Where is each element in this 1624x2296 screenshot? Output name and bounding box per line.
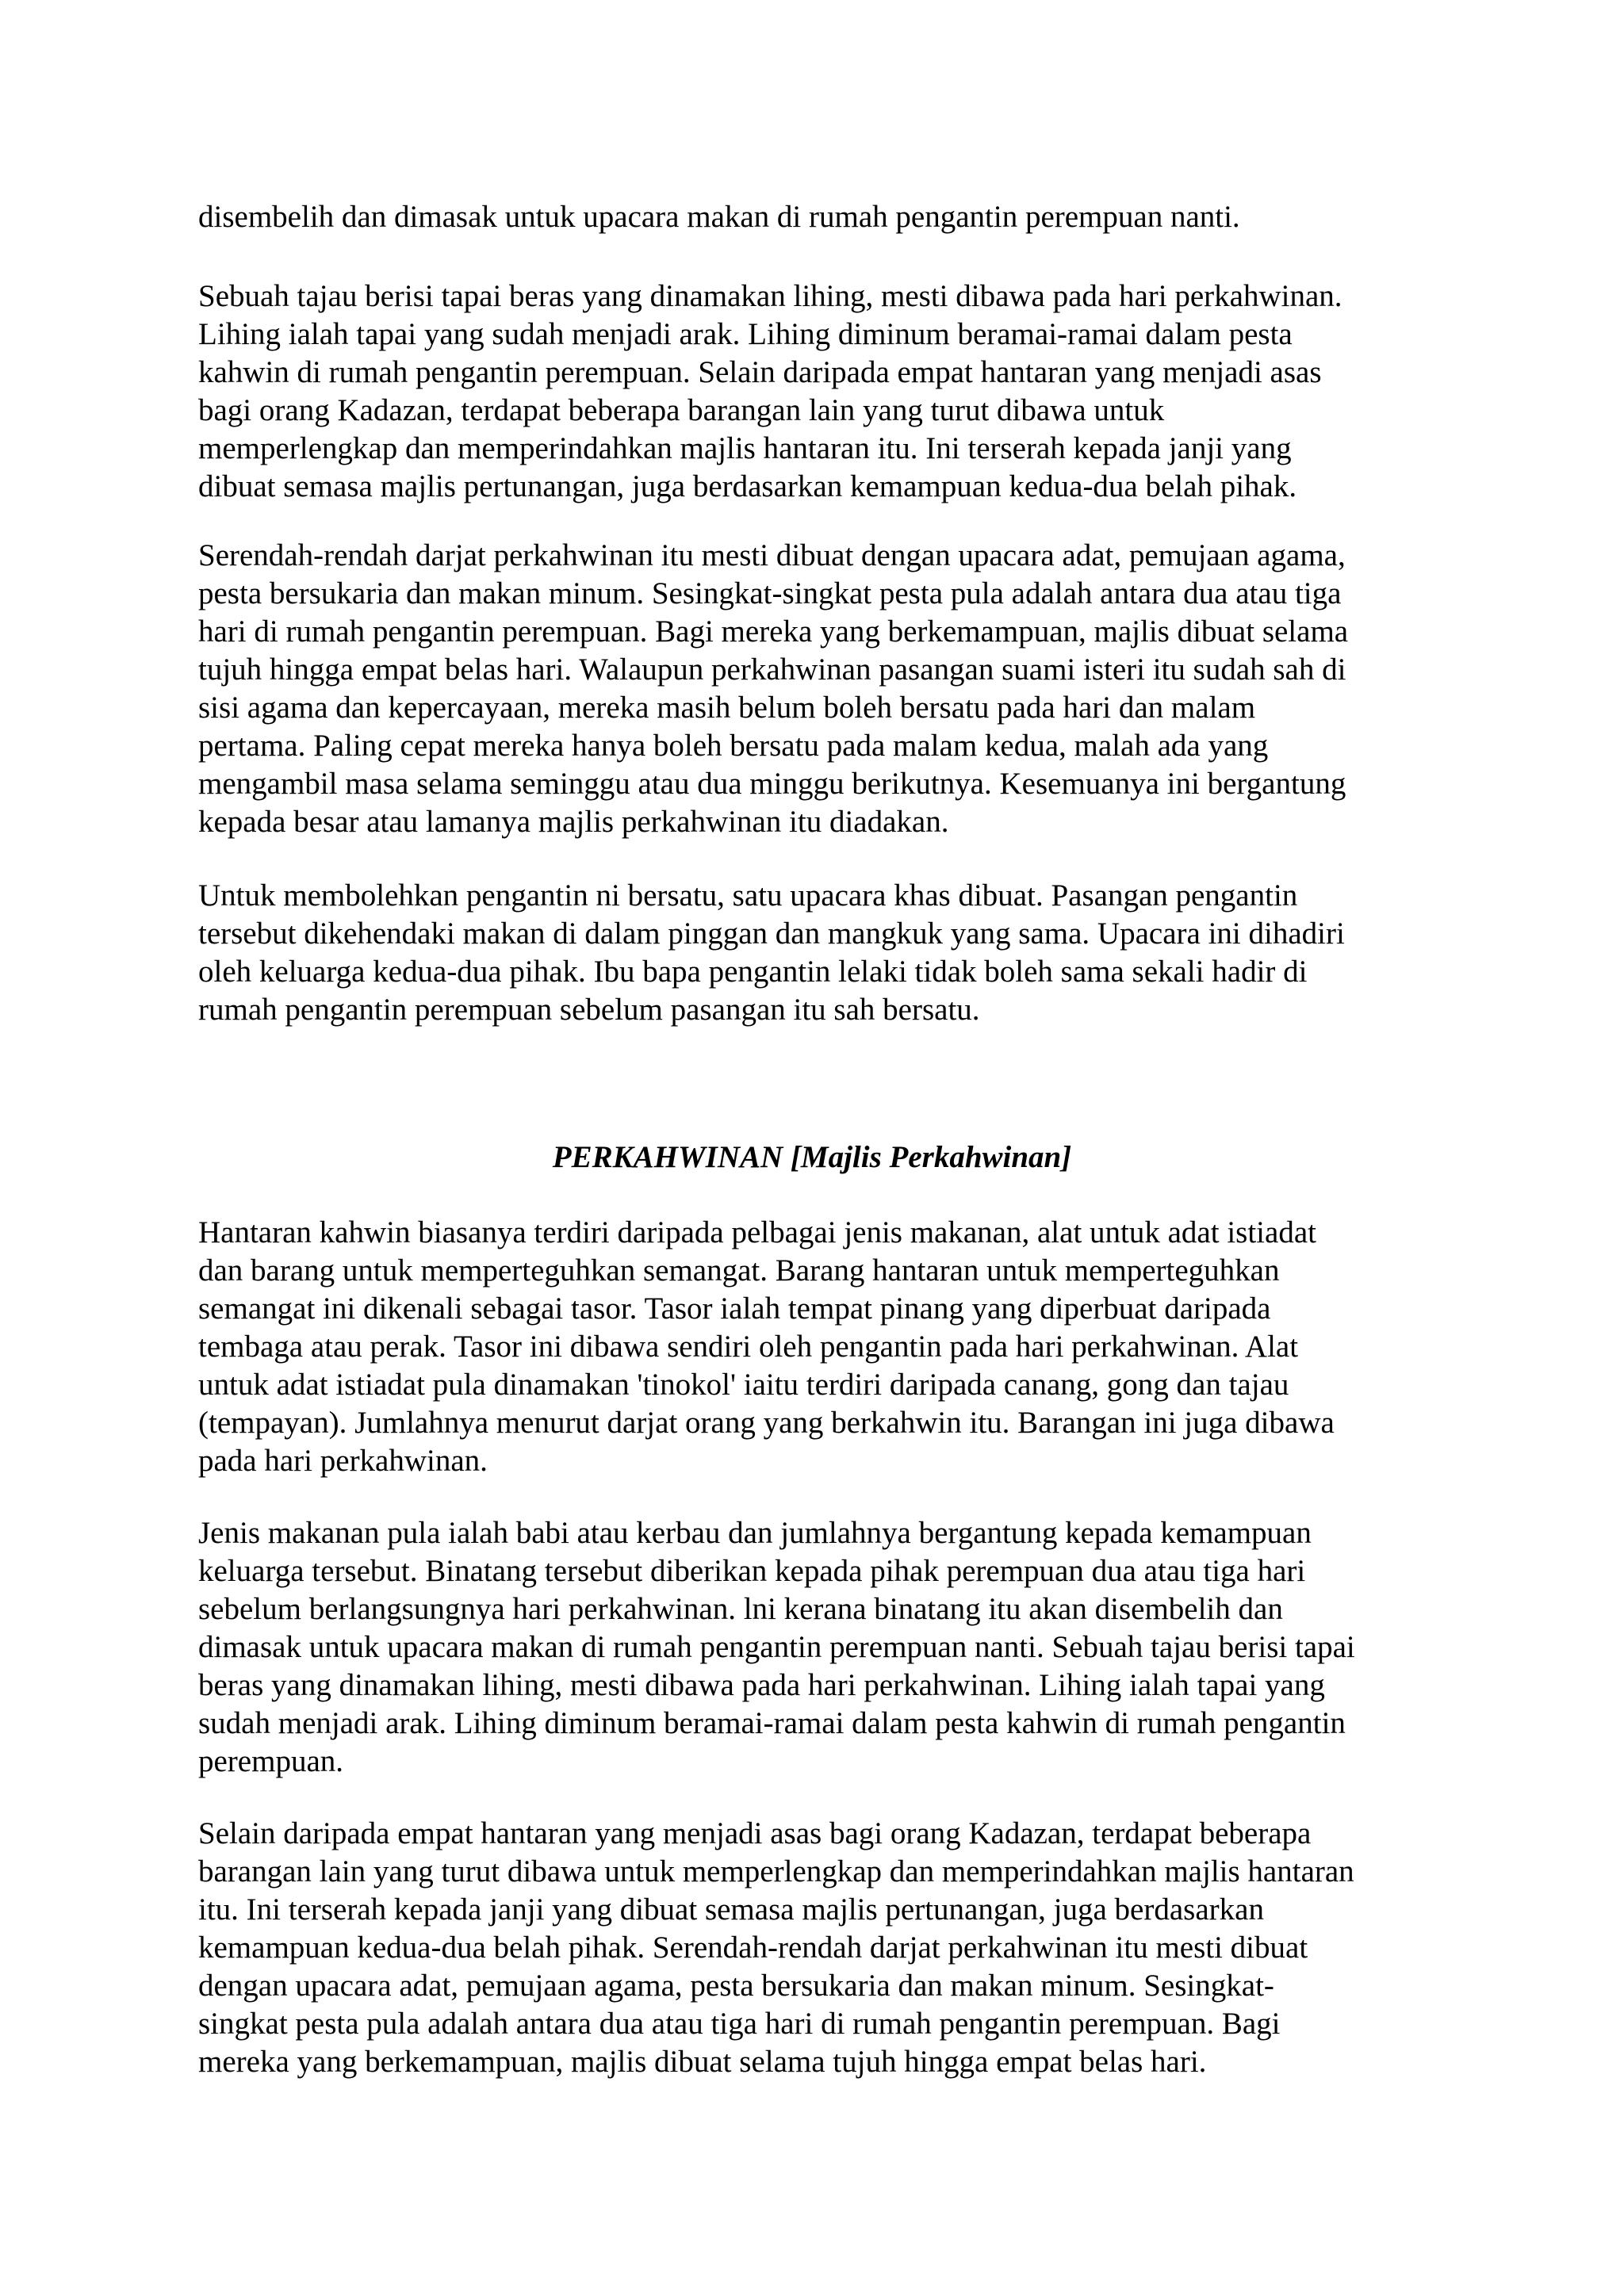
- paragraph-line: oleh keluarga kedua-dua pihak. Ibu bapa pengantin lelaki tidak boleh sama sekali hadir di: [198, 955, 1308, 989]
- paragraph-line: bagi orang Kadazan, terdapat beberapa barangan lain yang turut dibawa untuk: [198, 393, 1165, 427]
- paragraph-line: perempuan.: [198, 1744, 344, 1778]
- paragraph-line: kahwin di rumah pengantin perempuan. Selain daripada empat hantaran yang menjadi asas: [198, 355, 1322, 389]
- paragraph-1: [198, 198, 1451, 236]
- paragraph-line: sebelum berlangsungnya hari perkahwinan. lni kerana binatang itu akan disembelih dan: [198, 1592, 1283, 1626]
- paragraph-line: tembaga atau perak. Tasor ini dibawa sendiri oleh pengantin pada hari perkahwinan. Alat: [198, 1330, 1299, 1364]
- paragraph-line: Selain daripada empat hantaran yang menjadi asas bagi orang Kadazan, terdapat beberapa: [198, 1816, 1312, 1850]
- paragraph-line: Sebuah tajau berisi tapai beras yang dinamakan lihing, mesti dibawa pada hari perkahwinan.: [198, 279, 1342, 313]
- paragraph-line: Hantaran kahwin biasanya terdiri daripada pelbagai jenis makanan, alat untuk adat istiadat: [198, 1215, 1316, 1249]
- paragraph-line: keluarga tersebut. Binatang tersebut diberikan kepada pihak perempuan dua atau tiga hari: [198, 1554, 1306, 1588]
- paragraph-line: mereka yang berkemampuan, majlis dibuat selama tujuh hingga empat belas hari.: [198, 2045, 1207, 2079]
- paragraph-line: rumah pengantin perempuan sebelum pasangan itu sah bersatu.: [198, 993, 980, 1027]
- paragraph-line: singkat pesta pula adalah antara dua atau tiga hari di rumah pengantin perempuan. Bagi: [198, 2007, 1281, 2041]
- paragraph-line: dibuat semasa majlis pertunangan, juga berdasarkan kemampuan kedua-dua belah pihak.: [198, 469, 1297, 503]
- paragraph-line: kemampuan kedua-dua belah pihak. Serendah-rendah darjat perkahwinan itu mesti dibuat: [198, 1931, 1308, 1965]
- paragraph-line: hari di rumah pengantin perempuan. Bagi mereka yang berkemampuan, majlis dibuat selama: [198, 614, 1349, 649]
- paragraph-line: itu. Ini terserah kepada janji yang dibuat semasa majlis pertunangan, juga berdasarkan: [198, 1892, 1264, 1927]
- paragraph-line: untuk adat istiadat pula dinamakan 'tinokol' iaitu terdiri daripada canang, gong dan tajau: [198, 1368, 1289, 1402]
- paragraph-line: tujuh hingga empat belas hari. Walaupun perkahwinan pasangan suami isteri itu sudah sah di: [198, 652, 1346, 687]
- paragraph-line: memperlengkap dan memperindahkan majlis hantaran itu. Ini terserah kepada janji yang: [198, 431, 1292, 465]
- paragraph-line: sisi agama dan kepercayaan, mereka masih belum boleh bersatu pada hari dan malam: [198, 691, 1256, 725]
- paragraph-line: Untuk membolehkan pengantin ni bersatu, satu upacara khas dibuat. Pasangan pengantin: [198, 878, 1298, 913]
- paragraph-line: semangat ini dikenali sebagai tasor. Tasor ialah tempat pinang yang diperbuat daripada: [198, 1292, 1271, 1326]
- paragraph-line: disembelih dan dimasak untuk upacara makan di rumah pengantin perempuan nanti.: [198, 200, 1240, 234]
- paragraph-line: pertama. Paling cepat mereka hanya boleh bersatu pada malam kedua, malah ada yang: [198, 729, 1269, 763]
- paragraph-2: [198, 277, 1451, 506]
- paragraph-line: dengan upacara adat, pemujaan agama, pesta bersukaria dan makan minum. Sesingkat-: [198, 1969, 1274, 2003]
- paragraph-line: Serendah-rendah darjat perkahwinan itu mesti dibuat dengan upacara adat, pemujaan agama,: [198, 538, 1346, 572]
- paragraph-line: (tempayan). Jumlahnya menurut darjat orang yang berkahwin itu. Barangan ini juga dibawa: [198, 1406, 1335, 1440]
- paragraph-line: pesta bersukaria dan makan minum. Sesingkat-singkat pesta pula adalah antara dua atau tiga: [198, 576, 1342, 610]
- paragraph-line: kepada besar atau lamanya majlis perkahwinan itu diadakan.: [198, 805, 949, 839]
- paragraph-line: tersebut dikehendaki makan di dalam pinggan dan mangkuk yang sama. Upacara ini dihadiri: [198, 916, 1345, 951]
- paragraph-3: [198, 537, 1451, 841]
- paragraph-line: sudah menjadi arak. Lihing diminum beramai-ramai dalam pesta kahwin di rumah pengantin: [198, 1706, 1346, 1740]
- paragraph-line: mengambil masa selama seminggu atau dua minggu berikutnya. Kesemuanya ini bergantung: [198, 767, 1346, 801]
- paragraph-line: pada hari perkahwinan.: [198, 1444, 488, 1478]
- paragraph-line: dimasak untuk upacara makan di rumah pengantin perempuan nanti. Sebuah tajau berisi tapai: [198, 1630, 1355, 1664]
- paragraph-line: dan barang untuk memperteguhkan semangat. Barang hantaran untuk memperteguhkan: [198, 1253, 1280, 1288]
- paragraph-4: [198, 877, 1451, 1029]
- paragraph-line: beras yang dinamakan lihing, mesti dibawa pada hari perkahwinan. Lihing ialah tapai yang: [198, 1668, 1325, 1702]
- paragraph-line: Jenis makanan pula ialah babi atau kerbau dan jumlahnya bergantung kepada kemampuan: [198, 1516, 1312, 1550]
- paragraph-line: barangan lain yang turut dibawa untuk memperlengkap dan memperindahkan majlis hantaran: [198, 1854, 1354, 1888]
- section-heading: PERKAHWINAN [Majlis Perkahwinan]: [552, 1140, 1072, 1174]
- paragraph-line: Lihing ialah tapai yang sudah menjadi arak. Lihing diminum beramai-ramai dalam pesta: [198, 317, 1293, 351]
- paragraph-5: [198, 1214, 1451, 1480]
- paragraph-6: [198, 1514, 1451, 1781]
- paragraph-7: [198, 1815, 1451, 2081]
